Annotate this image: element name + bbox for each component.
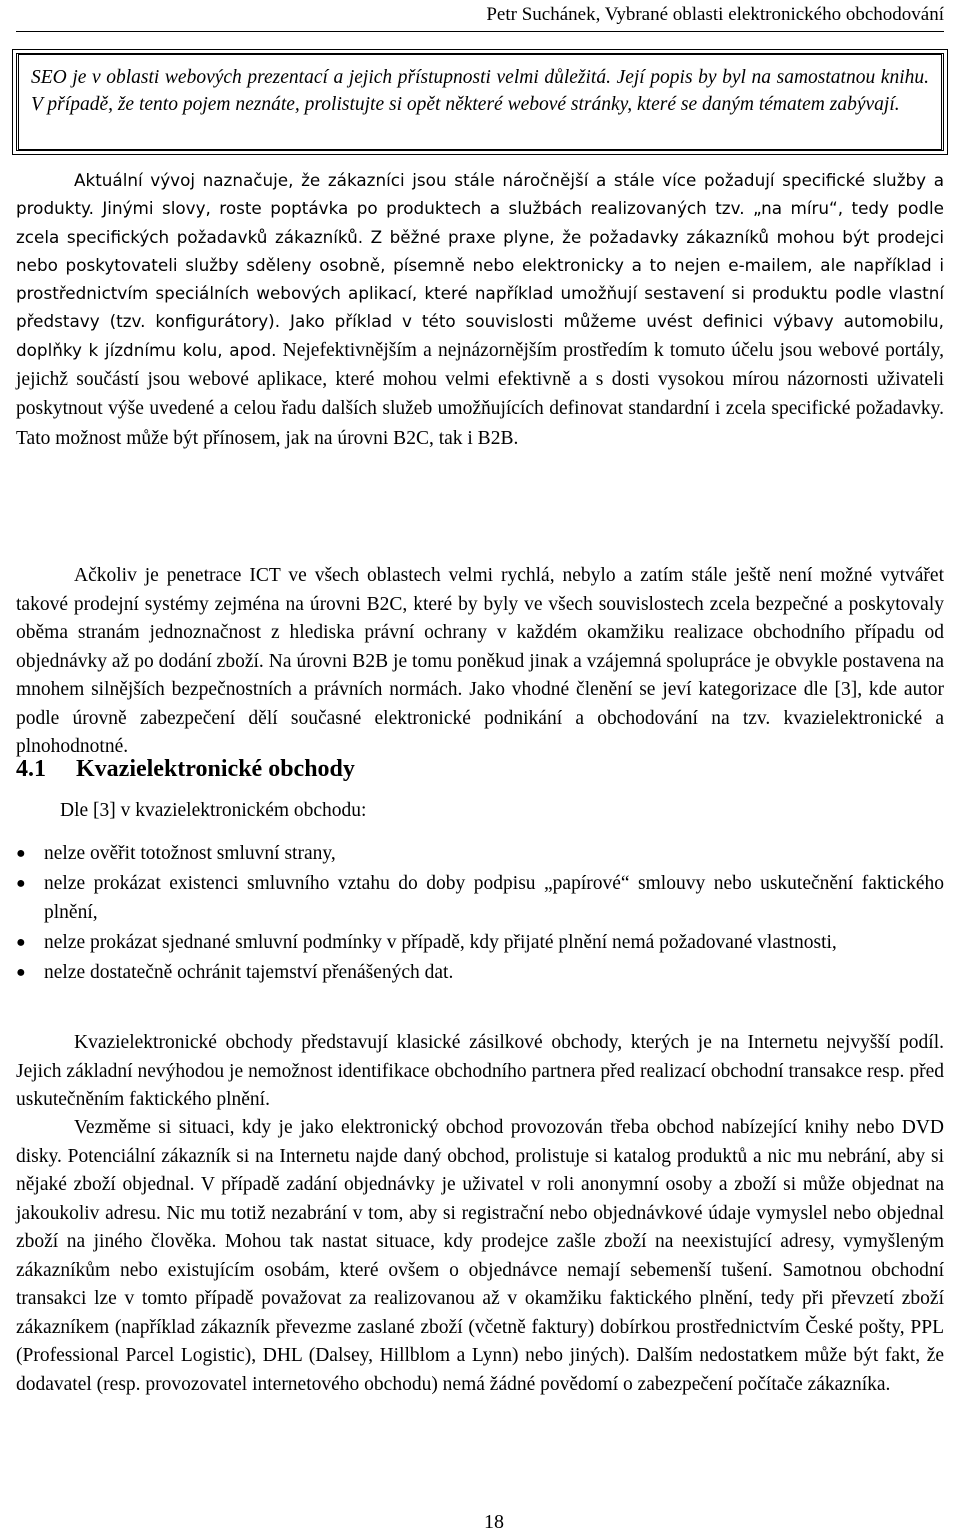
note-box [16,53,944,151]
section-number: 4.1 [16,756,46,782]
list-item [16,958,944,987]
bullet-icon: ● [16,934,26,951]
list-item-text: nelze prokázat sjednané smluvní podmínky v případě, kdy přijaté plnění nemá požadované vlastnosti, [44,932,837,953]
paragraph-2: Ačkoliv je penetrace ICT ve všech oblastech velmi rychlá, nebylo a zatím stále ještě není možné vytvářet takové prodejní systémy zejména na úrovni B2C, které by byly ve všech souvislostech zcela bezpečné a poskytovaly oběma stranám jednoznačnost z hlediska právní ochrany v každém okamžiku realizace obchodního případu od objednávky až po dodání zboží. Na úrovni B2B je tomu poněkud jinak a vzájemná spolupráce je obvykle postavena na mnohem silnějších bezpečnostních a právních normách. Jako vhodné členění se jeví kategorizace dle [3], kde autor podle úrovně zabezpečení dělí současné elektronické podnikání a obchodování na tzv. kvazielektronické a plnohodnotné. [16,565,944,757]
list-item [16,869,944,927]
lead-text: Dle [3] v kvazielektronickém obchodu: [60,800,367,821]
section-heading [16,754,944,784]
page-number: 18 [484,1511,504,1533]
bullet-icon: ● [16,875,26,892]
list-item [16,928,944,957]
list-item-text: nelze ověřit totožnost smluvní strany, [44,843,336,864]
header-rule [16,31,944,32]
section-title: Kvazielektronické obchody [76,756,355,782]
list-item [16,839,944,868]
paragraph-4: Vezměme si situaci, kdy je jako elektronický obchod provozován třeba obchod nabízející knihy nebo DVD disky. Potenciální zákazník si na Internetu najde daný obchod, prolistuje si katalog produktů a nic mu nebrání, aby si nějaké zboží objednal. V případě zadání objednávky je uživatel v roli anonymní osoby a zboží si může objednat na jakoukoliv adresu. Nic mu totiž nezabrání v tom, aby si registrační nebo objednávkové údaje vymyslel nebo objednal zboží na jiného člověka. Mohou tak nastat situace, kdy prodejce zašle zboží na neexistující adresy, vymyšleným zákazníkům nebo existujícím osobám, které ovšem o objednávce nemají sebemenší tušení. Samotnou obchodní transakci lze v tomto případě považovat za realizovanou až v okamžiku faktického plnění, tedy při převzetí zboží zákazníkem (například zákazník převezme zaslané zboží (včetně faktury) dobírkou prostřednictvím České pošty, PPL (Professional Parcel Logistic), DHL (Dalsey, Hillblom a Lynn) nebo jiných). Dalším nedostatkem může být fakt, že dodavatel (resp. provozovatel internetového obchodu) nemá žádné povědomí o zabezpečení počítače zákazníka. [16,1117,944,1395]
paragraph-1-serif-text: Nejefektivnějším a nejnázornějším prostředím k tomuto účelu jsou webové portály, jejichž součástí jsou webové aplikace, které mohou velmi efektivně a s dosti vysokou mírou názornosti uživateli poskytnout výše uvedené a celou řadu dalších služeb umožňujících definovat standardní i zcela specifické požadavky. Tato možnost může být přínosem, jak na úrovni B2C, tak i B2B. [16,339,945,449]
bullet-icon: ● [16,964,26,981]
list-item-text: nelze prokázat existenci smluvního vztahu do doby podpisu „papírové“ smlouvy nebo uskutečnění faktického plnění, [44,873,944,923]
running-header: Petr Suchánek, Vybrané oblasti elektronického obchodování [486,4,944,25]
bullet-list [16,839,944,988]
paragraph-1-sans-text: Aktuální vývoj naznačuje, že zákazníci jsou stále náročnější a stále více požadují specifické služby a produkty. Jinými slovy, roste poptávka po produktech a službách realizovaných tzv. „na míru“, tedy podle zcela specifických požadavků zákazníků. Z běžné praxe plyne, že požadavky zákazníků mohou být prodejci nebo poskytovateli služby sděleny osobně, písemně nebo elektronicky a to nejen e-mailem, ale například i prostřednictvím speciálních webových aplikací, které například umožňují sestavení si produktu podle vlastní představy (tzv. konfigurátory). Jako příklad v této souvislosti můžeme uvést definici výbavy automobilu, doplňky k jízdnímu kolu, apod. [16,170,944,360]
list-item-text: nelze dostatečně ochránit tajemství přenášených dat. [44,962,454,983]
paragraph-3: Kvazielektronické obchody představují klasické zásilkové obchody, kterých je na Internetu nejvyšší podíl. Jejich základní nevýhodou je nemožnost identifikace obchodního partnera před realizací obchodní transakce resp. před uskutečněním faktického plnění. [16,1032,944,1110]
paragraph-1 [16,166,944,453]
note-box-text: SEO je v oblasti webových prezentací a jejich přístupnosti velmi důležitá. Její popis by byl na samostatnou knihu. V případě, že tento pojem neznáte, prolistujte si opět některé webové stránky, které se daným tématem zabývají. [31,67,929,115]
bullet-icon: ● [16,845,26,862]
